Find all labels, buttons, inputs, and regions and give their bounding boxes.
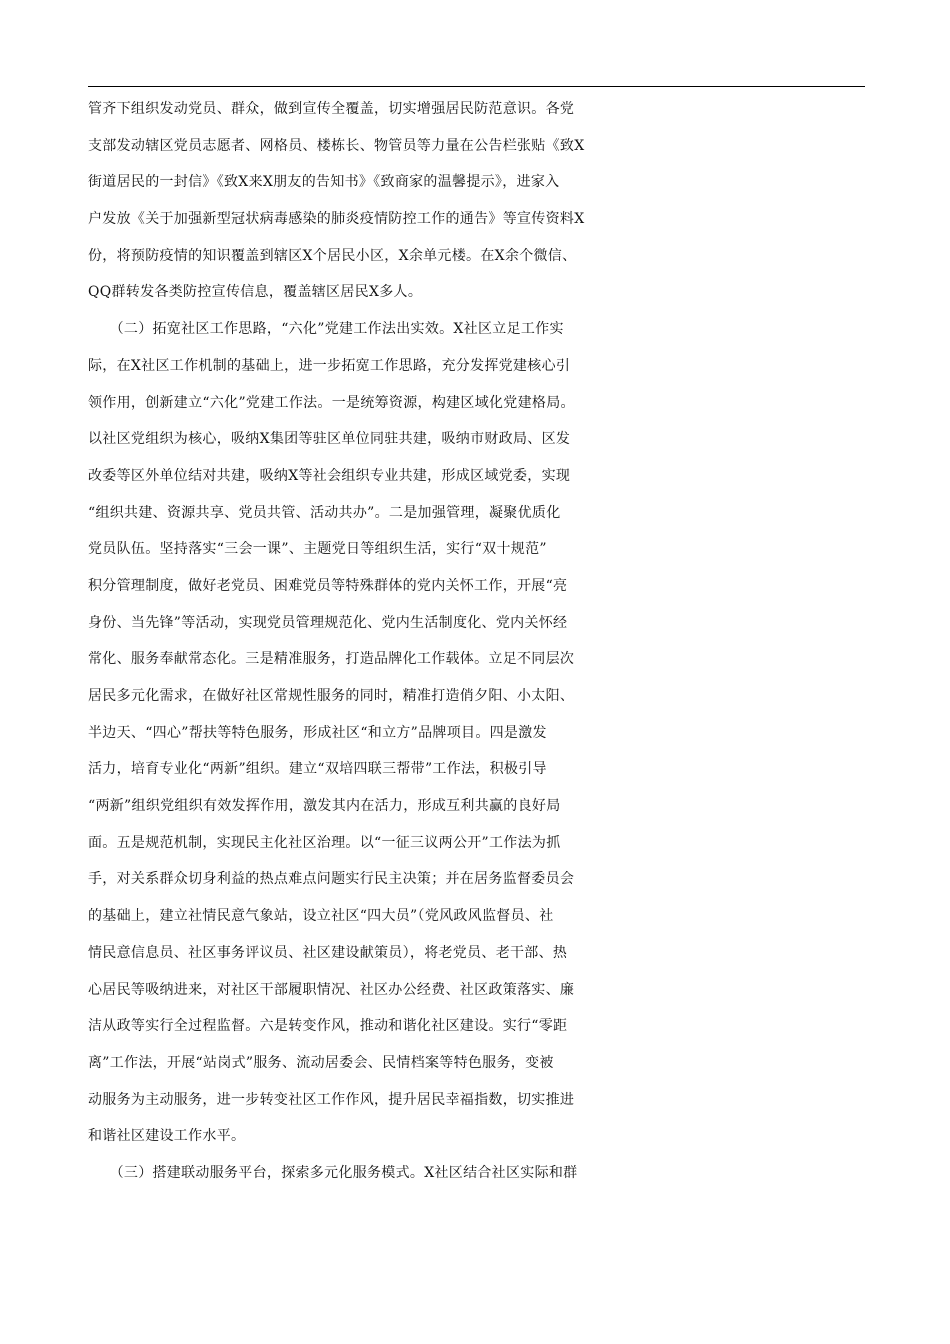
text-line: “组织共建、资源共享、党员共管、活动共办”。二是加强管理，凝聚优质化 (88, 504, 561, 521)
text-line: QQ群转发各类防控宣传信息，覆盖辖区居民X多人。 (88, 284, 423, 301)
body-text (88, 91, 878, 1192)
text-line: 动服务为主动服务，进一步转变社区工作作风，提升居民幸福指数，切实推进 (88, 1091, 575, 1108)
header-rule (88, 86, 865, 87)
text-line: 身份、当先锋”等活动，实现党员管理规范化、党内生活制度化、党内关怀经 (88, 614, 568, 631)
text-line: 心居民等吸纳进来，对社区干部履职情况、社区办公经费、社区政策落实、廉 (88, 981, 575, 998)
text-line: 街道居民的一封信》《致X来X朋友的告知书》《致商家的温馨提示》，进家入 (88, 174, 560, 191)
text-line: 党员队伍。坚持落实“三会一课”、主题党日等组织生活，实行“双十规范” (88, 541, 547, 558)
text-line: 常化、服务奉献常态化。三是精准服务，打造品牌化工作载体。立足不同层次 (88, 651, 575, 668)
text-line: “两新”组织党组织有效发挥作用，激发其内在活力，形成互利共赢的良好局 (88, 798, 561, 815)
text-line: 半边天、“四心”帮扶等特色服务，形成社区“和立方”品牌项目。四是激发 (88, 724, 547, 741)
text-line: 以社区党组织为核心，吸纳X集团等驻区单位同驻共建，吸纳市财政局、区发 (88, 431, 571, 448)
text-line: 活力，培育专业化“两新”组织。建立“双培四联三帮带”工作法，积极引导 (88, 761, 547, 778)
text-line: 居民多元化需求，在做好社区常规性服务的同时，精准打造俏夕阳、小太阳、 (88, 688, 575, 704)
text-line: （二）拓宽社区工作思路，“六化”党建工作法出实效。X社区立足工作实 (88, 321, 564, 338)
text-line: 面。五是规范机制，实现民主化社区治理。以“一征三议两公开”工作法为抓 (88, 834, 561, 851)
text-line: 户发放《关于加强新型冠状病毒感染的肺炎疫情防控工作的通告》等宣传资料X (88, 211, 585, 228)
text-line: （三）搭建联动服务平台，探索多元化服务模式。X社区结合社区实际和群 (88, 1164, 578, 1181)
text-line: 改委等区外单位结对共建，吸纳X等社会组织专业共建，形成区域党委，实现 (88, 467, 571, 484)
text-line: 际，在X社区工作机制的基础上，进一步拓宽工作思路，充分发挥党建核心引 (88, 357, 571, 374)
text-line: 情民意信息员、社区事务评议员、社区建设献策员），将老党员、老干部、热 (88, 944, 568, 961)
text-line: 领作用，创新建立“六化”党建工作法。一是统筹资源，构建区域化党建格局。 (88, 394, 575, 411)
text-line: 的基础上，建立社情民意气象站，设立社区“四大员”（党风政风监督员、社 (88, 908, 554, 925)
text-line: 管齐下组织发动党员、群众，做到宣传全覆盖，切实增强居民防范意识。各党 (88, 101, 575, 117)
text-line: 份，将预防疫情的知识覆盖到辖区X个居民小区，X余单元楼。在X余个微信、 (88, 247, 577, 264)
text-line: 手，对关系群众切身利益的热点难点问题实行民主决策；并在居务监督委员会 (88, 871, 575, 888)
text-line: 支部发动辖区党员志愿者、网格员、楼栋长、物管员等力量在公告栏张贴《致X (88, 137, 585, 154)
text-line: 积分管理制度，做好老党员、困难党员等特殊群体的党内关怀工作，开展“亮 (88, 577, 568, 594)
text-line: 洁从政等实行全过程监督。六是转变作风，推动和谐化社区建设。实行“零距 (88, 1018, 568, 1035)
text-line: 离”工作法，开展“站岗式”服务、流动居委会、民情档案等特色服务，变被 (88, 1054, 554, 1071)
text-line: 和谐社区建设工作水平。 (88, 1128, 246, 1145)
